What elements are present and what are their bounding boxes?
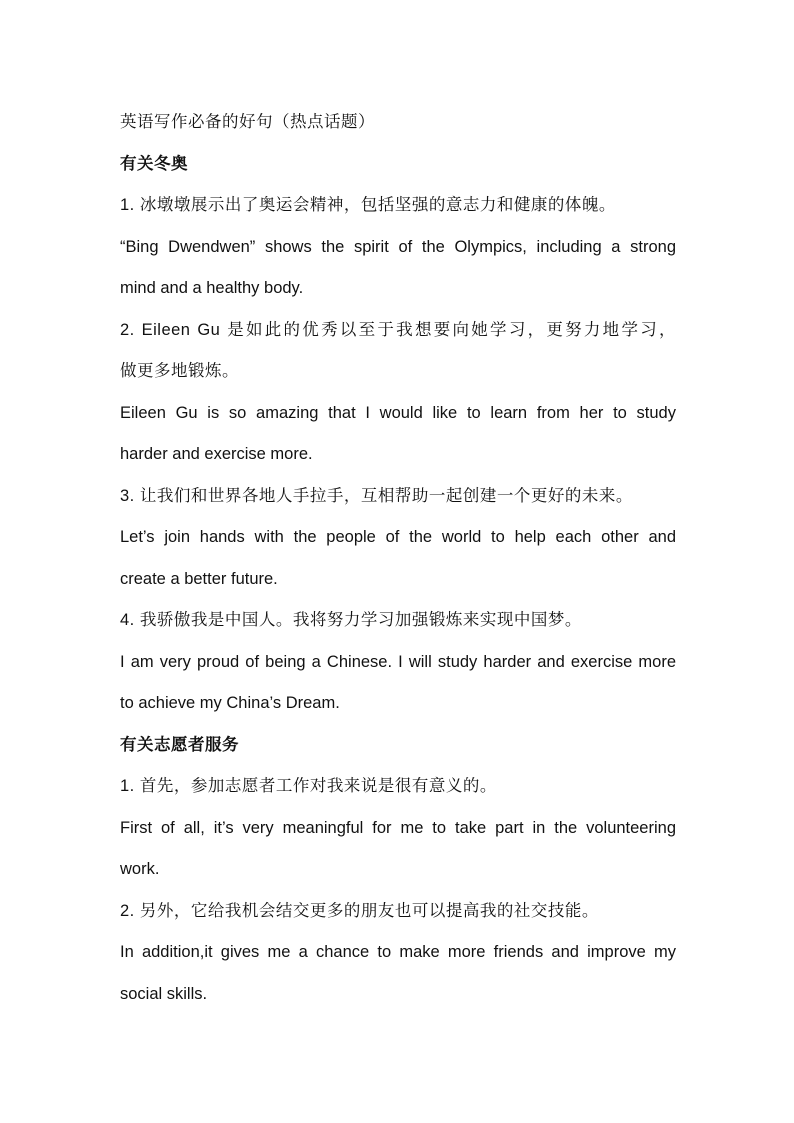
sentence-english: Eileen Gu is so amazing that I would like to learn from her to study <box>120 403 676 422</box>
document-title: 英语写作必备的好句（热点话题） <box>120 113 375 131</box>
sentence-chinese: 2. 另外，它给我机会结交更多的朋友也可以提高我的社交技能。 <box>120 901 599 920</box>
sentence-english: In addition,it gives me a chance to make more friends and improve my <box>120 943 676 961</box>
sentence-english: to achieve my China’s Dream. <box>120 694 340 712</box>
sentence-chinese: 2. Eileen Gu 是如此的优秀以至于我想要向她学习，更努力地学习， <box>120 320 676 339</box>
section-heading-volunteering: 有关志愿者服务 <box>120 735 239 754</box>
sentence-chinese: 做更多地锻炼。 <box>120 362 239 380</box>
document-body <box>120 102 676 1015</box>
sentence-english: I am very proud of being a Chinese. I will study harder and exercise more <box>120 652 676 671</box>
sentence-english: Let’s join hands with the people of the world to help each other and <box>120 528 676 546</box>
sentence-chinese: 1. 首先，参加志愿者工作对我来说是很有意义的。 <box>120 777 497 795</box>
sentence-chinese: 3. 让我们和世界各地人手拉手，互相帮助一起创建一个更好的未来。 <box>120 486 633 505</box>
sentence-english: work. <box>120 860 160 878</box>
sentence-english: harder and exercise more. <box>120 445 313 463</box>
sentence-english: mind and a healthy body. <box>120 279 304 297</box>
sentence-chinese: 1. 冰墩墩展示出了奥运会精神，包括坚强的意志力和健康的体魄。 <box>120 196 616 214</box>
sentence-english: First of all, it’s very meaningful for me to take part in the volunteering <box>120 818 676 837</box>
sentence-english: social skills. <box>120 984 208 1003</box>
sentence-english: create a better future. <box>120 569 278 588</box>
sentence-chinese: 4. 我骄傲我是中国人。我将努力学习加强锻炼来实现中国梦。 <box>120 611 582 629</box>
sentence-english: “Bing Dwendwen” shows the spirit of the Olympics, including a strong <box>120 237 676 256</box>
section-heading-winter-olympics: 有关冬奥 <box>120 154 188 173</box>
